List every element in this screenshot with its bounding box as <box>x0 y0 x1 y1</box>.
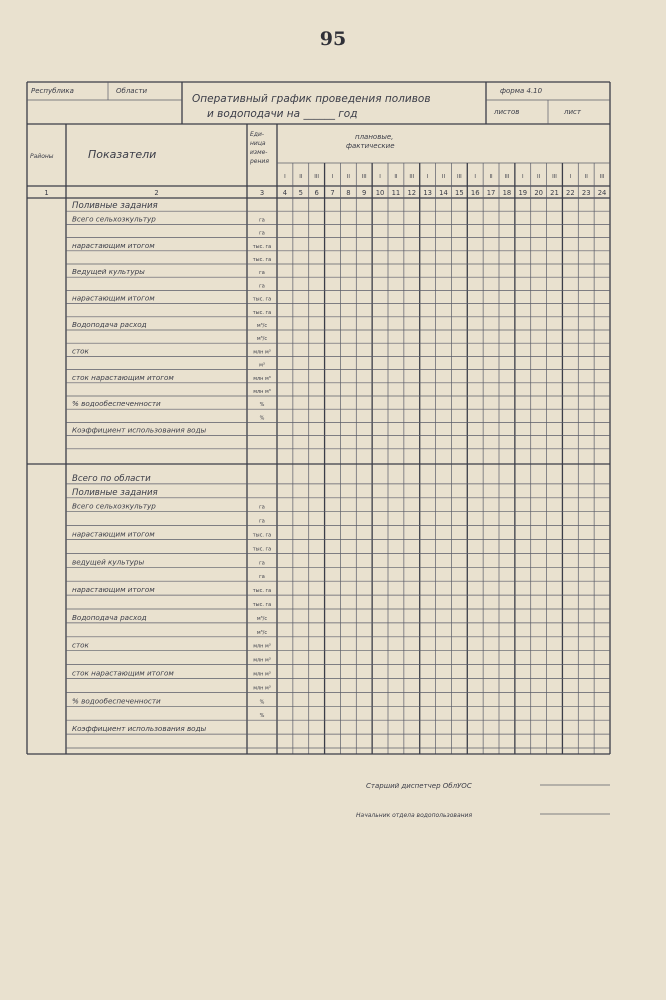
section2-row-label-3: Всего сельхозкультур <box>72 501 156 511</box>
header-unit-line-3: изме- <box>250 149 268 156</box>
colnum-24: 24 <box>597 189 607 197</box>
section2-row-label-2: Поливные задания <box>72 487 158 498</box>
decade-label-16: I <box>521 174 524 180</box>
colnum-12: 12 <box>407 189 417 197</box>
decade-label-19: I <box>569 174 572 180</box>
decade-label-8: II <box>394 174 398 180</box>
colnum-7: 7 <box>330 189 335 197</box>
decade-label-17: II <box>537 174 541 180</box>
section2-row-unit-3: га <box>259 504 265 511</box>
section1-row-unit-3: га <box>259 230 265 237</box>
section2-row-unit-4: га <box>259 518 265 525</box>
sheets-label: листов <box>494 108 520 116</box>
decade-label-9: III <box>409 174 415 180</box>
section1-row-label-4: нарастающим итогом <box>72 240 155 250</box>
section2-row-label-17: % водообеспеченности <box>72 696 161 706</box>
colnum-22: 22 <box>566 189 575 197</box>
header-districts: Районы <box>30 153 54 160</box>
section2-row-label-15: сток нарастающим итогом <box>72 668 174 678</box>
section1-row-label-18: Коэффициент использования воды <box>72 425 207 435</box>
section1-row-unit-11: м³/с <box>256 336 268 343</box>
section1-row-unit-17: % <box>259 415 265 422</box>
colnum-5: 5 <box>298 189 303 197</box>
section1-row-label-12: сток <box>72 346 89 356</box>
oblast-label: Области <box>116 87 148 95</box>
decade-label-6: III <box>361 174 367 180</box>
section2-row-unit-17: % <box>259 699 265 706</box>
colnum-3: 3 <box>259 189 265 197</box>
section2-row-unit-13: млн м³ <box>253 643 271 650</box>
decade-label-14: II <box>489 174 493 180</box>
form-text <box>30 87 606 819</box>
header-indicators: Показатели <box>88 148 157 161</box>
section1-row-unit-8: тыс. га <box>252 296 272 303</box>
section1-row-unit-12: млн м³ <box>253 349 271 356</box>
section1-row-unit-7: га <box>259 283 265 290</box>
colnum-21: 21 <box>550 189 559 197</box>
form-title-line1: Оперативный график проведения поливов <box>192 93 431 105</box>
section2-row-unit-11: м³/с <box>256 615 268 622</box>
colnum-13: 13 <box>423 189 432 197</box>
section1-row-label-16: % водообеспеченности <box>72 399 161 409</box>
section1-row-label-14: сток нарастающим итогом <box>72 372 174 382</box>
colnum-23: 23 <box>581 189 591 197</box>
section1-row-unit-13: м³ <box>259 362 265 369</box>
republic-label: Республика <box>31 87 74 95</box>
section1-row-unit-4: тыс. га <box>252 243 272 250</box>
decade-label-7: I <box>379 174 381 180</box>
colnum-6: 6 <box>314 189 319 197</box>
colnum-11: 11 <box>391 189 401 197</box>
colnum-19: 19 <box>518 189 528 197</box>
header-unit-line-1: Еди- <box>250 131 265 138</box>
colnum-9: 9 <box>362 189 367 197</box>
section1-row-label-10: Водоподача расход <box>72 320 147 329</box>
section2-row-unit-15: млн м³ <box>253 671 271 678</box>
section2-row-unit-6: тыс. га <box>252 546 272 553</box>
section1-row-unit-15: млн м³ <box>253 389 271 395</box>
page-number: 95 <box>319 28 347 50</box>
colnum-16: 16 <box>470 189 480 197</box>
section2-row-unit-7: га <box>259 560 265 567</box>
section1-row-label-2: Всего сельхозкультур <box>72 214 156 224</box>
decade-label-20: II <box>584 174 588 180</box>
decade-label-13: I <box>474 174 477 180</box>
section2-row-unit-5: тыс. га <box>252 532 272 539</box>
section2-row-unit-18: % <box>259 713 265 720</box>
colnum-1: 1 <box>44 189 49 197</box>
colnum-18: 18 <box>502 189 512 197</box>
header-plan-line2: фактические <box>346 142 395 150</box>
footer-senior-dispatcher: Старший диспетчер ОблУОС <box>366 782 472 790</box>
decade-label-4: I <box>331 174 334 180</box>
decade-label-12: III <box>456 174 462 180</box>
colnum-10: 10 <box>375 189 385 197</box>
decade-label-3: III <box>314 174 320 180</box>
colnum-15: 15 <box>455 189 464 197</box>
decade-label-5: II <box>346 174 350 180</box>
section2-row-unit-9: тыс. га <box>252 588 272 595</box>
decade-label-2: II <box>299 174 303 180</box>
section2-row-unit-12: м³/с <box>256 629 268 636</box>
section1-row-label-8: нарастающим итогом <box>72 293 155 303</box>
colnum-20: 20 <box>534 189 543 197</box>
section2-row-label-19: Коэффициент использования воды <box>72 724 207 734</box>
decade-label-11: II <box>441 174 446 180</box>
section1-row-unit-9: тыс. га <box>252 309 272 316</box>
section2-row-unit-16: млн м³ <box>253 685 271 692</box>
section2-row-label-13: сток <box>72 640 89 650</box>
colnum-8: 8 <box>346 189 351 197</box>
form-title-line2: и водоподачи на ______ год <box>207 108 358 120</box>
section2-row-unit-10: тыс. га <box>252 602 272 608</box>
header-unit-line-2: ница <box>250 140 266 147</box>
section1-row-label-6: Ведущей культуры <box>72 267 145 277</box>
section2-row-label-9: нарастающим итогом <box>72 585 155 595</box>
section1-row-unit-14: млн м³ <box>253 375 271 382</box>
section1-row-unit-16: % <box>259 402 265 409</box>
decade-label-21: III <box>599 174 605 180</box>
form-number-label: форма 4.10 <box>500 87 543 95</box>
section1-row-unit-2: га <box>259 217 265 224</box>
section2-row-unit-8: га <box>259 574 265 581</box>
section1-row-label-1: Поливные задания <box>72 201 158 212</box>
colnum-17: 17 <box>486 189 496 197</box>
header-unit-line-4: рения <box>250 158 269 165</box>
section2-row-unit-14: млн м³ <box>253 657 271 664</box>
section1-row-unit-10: м³/с <box>256 323 268 329</box>
decade-label-15: III <box>504 174 510 180</box>
header-plan-line1: плановые, <box>355 133 394 141</box>
footer-head-of-department: Начальник отдела водопользования <box>356 812 473 819</box>
section2-row-label-11: Водоподача расход <box>72 612 147 622</box>
section2-row-label-7: ведущей культуры <box>72 557 145 567</box>
decade-label-1: I <box>284 174 286 180</box>
sheet-label: лист <box>564 108 581 116</box>
section2-row-label-1: Всего по области <box>72 473 151 484</box>
colnum-14: 14 <box>439 189 448 197</box>
section2-row-label-5: нарастающим итогом <box>72 529 155 539</box>
section1-row-unit-5: тыс. га <box>252 257 272 263</box>
decade-label-18: III <box>552 174 557 180</box>
colnum-2: 2 <box>154 189 159 197</box>
colnum-4: 4 <box>282 189 288 197</box>
section1-row-unit-6: га <box>259 270 265 277</box>
decade-label-10: I <box>426 174 429 180</box>
